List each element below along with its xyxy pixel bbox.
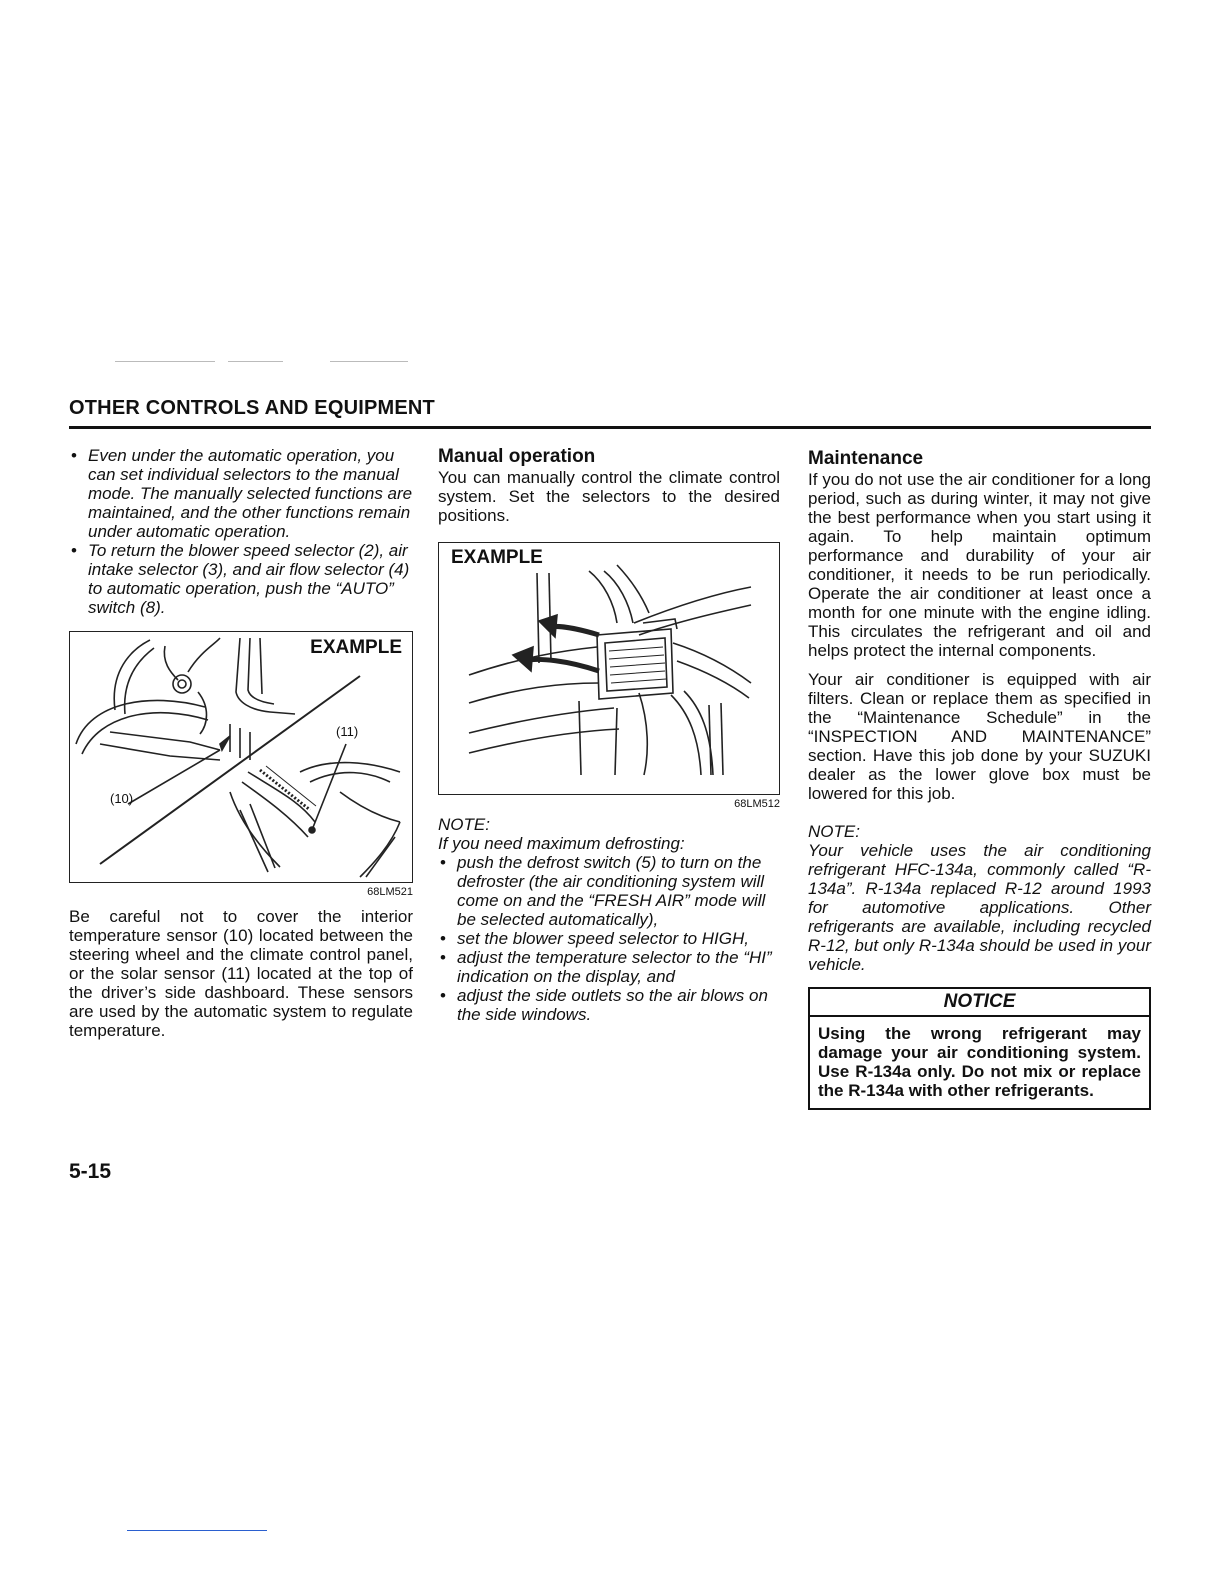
note-intro: If you need maximum defrosting: [438, 834, 685, 853]
column-middle [438, 446, 780, 1024]
list-item: • To return the blower speed selector (2), air intake selector (3), and air flow selector (4) to automatic operation, push the “AUTO” switch (8). [69, 541, 413, 617]
maintenance-paragraph-1: If you do not use the air conditioner for a long period, such as during winter, it may not give the best performance when you start using it again. To help maintain optimum performance and durability of your air conditioner, it needs to be run periodically. Operate the air conditioner at least once a month for one minute with the engine idling. This circulates the refrigerant and oil and helps protect the internal components. [808, 470, 1151, 660]
scan-artifact-rule [330, 361, 408, 362]
notice-box [808, 987, 1151, 1110]
list-item: • push the defrost switch (5) to turn on the defroster (the air conditioning system will come on and the “FRESH AIR” mode will be selected automatically), [438, 853, 780, 929]
note-label: NOTE: [808, 822, 860, 841]
scan-artifact-rule [115, 361, 215, 362]
column-left [69, 446, 413, 1040]
defrost-steps [438, 853, 780, 1024]
page-number: 5-15 [69, 1160, 112, 1183]
sensor-location-illustration [70, 632, 414, 884]
callout-10-label: (10) [110, 791, 134, 806]
scan-artifact-rule [127, 1530, 267, 1531]
notice-body: Using the wrong refrigerant may damage your air conditioning system. Use R-134a only. Do not mix or replace the R-134a with other refrigerants. [818, 1024, 1141, 1100]
manual-operation-intro: You can manually control the climate control system. Set the selectors to the desired positions. [438, 468, 780, 525]
figure-code: 68LM521 [367, 886, 413, 898]
maintenance-heading: Maintenance [808, 448, 924, 469]
figure-code: 68LM512 [734, 798, 780, 810]
list-item: • adjust the temperature selector to the “HI” indication on the display, and [438, 948, 780, 986]
list-item: • adjust the side outlets so the air blows on the side windows. [438, 986, 780, 1024]
maintenance-paragraph-2: Your air conditioner is equipped with air filters. Clean or replace them as specified in the “Maintenance Schedule” in the “INSPECTION AND MAINTENANCE” section. Have this job done by your SUZUKI dealer as the lower glove box must be lowered for this job. [808, 670, 1151, 803]
sensor-paragraph: Be careful not to cover the interior temperature sensor (10) located between the steering wheel and the climate control panel, or the solar sensor (11) located at the top of the driver’s side dashboard. These sensors are used by the automatic system to regulate temperature. [69, 907, 413, 1040]
section-title: OTHER CONTROLS AND EQUIPMENT [69, 397, 435, 419]
list-item: • Even under the automatic operation, you can set individual selectors to the manual mode. The manually selected functions are maintained, and the other functions remain under automatic operation. [69, 446, 413, 541]
header-divider [69, 426, 1151, 429]
column-right [808, 446, 1151, 1110]
notice-title: NOTICE [810, 989, 1149, 1017]
note-label: NOTE: [438, 815, 490, 834]
side-vent-figure [438, 542, 780, 795]
scan-artifact-rule [228, 361, 283, 362]
manual-operation-heading: Manual operation [438, 446, 596, 467]
callout-11-label: (11) [336, 724, 359, 739]
list-item: • set the blower speed selector to HIGH, [438, 929, 780, 948]
refrigerant-note: Your vehicle uses the air conditioning refrigerant HFC-134a, commonly called “R-134a”. R-134a replaced R-12 around 1993 for automotive applications. Other refrigerants are available, including recycled R-12, but only R-134a should be used in your vehicle. [808, 841, 1151, 974]
auto-mode-bullets [69, 446, 413, 617]
sensor-location-figure [69, 631, 413, 883]
figure-example-label: EXAMPLE [451, 547, 543, 568]
figure-example-label: EXAMPLE [310, 637, 402, 658]
side-vent-illustration [439, 543, 781, 796]
